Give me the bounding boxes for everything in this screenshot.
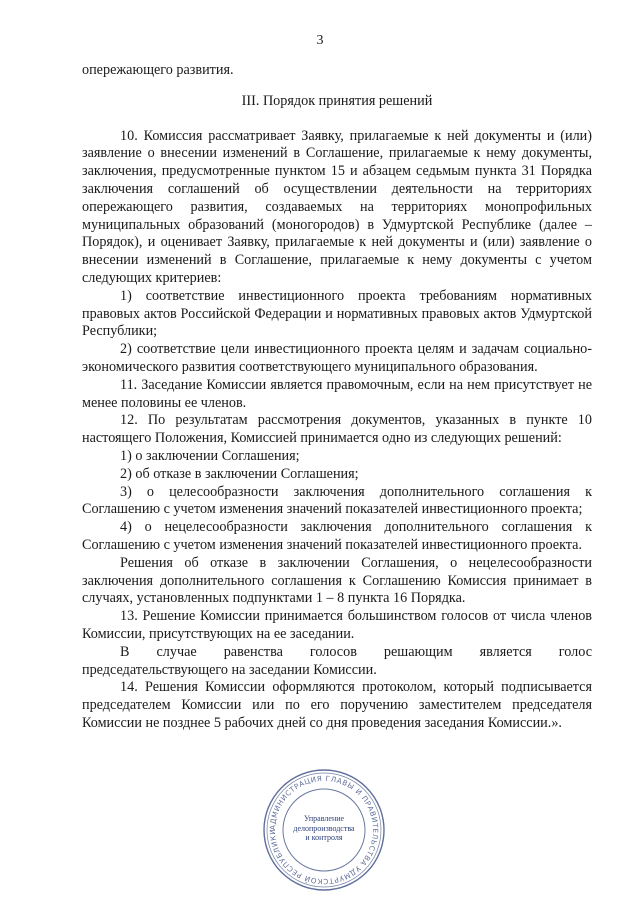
stamp-center-text — [282, 814, 366, 843]
official-stamp — [262, 768, 386, 892]
paragraph-14: 14. Решения Комиссии оформляются протоколом, который подписывается председателем Комиссии или по его поручению заместителем председателя Комиссии не позднее 5 рабочих дней со дня проведения заседания Комиссии.». — [82, 679, 592, 731]
criterion-2: 2) соответствие цели инвестиционного проекта целям и задачам социально-экономического развития соответствующего муниципального образования. — [82, 341, 592, 375]
stamp-line: и контроля — [305, 833, 343, 842]
paragraph-12: 12. По результатам рассмотрения документов, указанных в пункте 10 настоящего Положения, Комиссией принимается одно из следующих решений: — [82, 412, 592, 447]
refusal-conditions: Решения об отказе в заключении Соглашения, о нецелесообразности заключения дополнительного соглашения к Соглашению Комиссия принимает в случаях, установленных подпунктами 1 – 8 пункта 16 Порядка. — [82, 554, 592, 607]
decision-3: 3) о целесообразности заключения дополнительного соглашения к Соглашению с учетом изменения значений показателей инвестиционного проекта; — [82, 483, 592, 518]
decision-4: 4) о нецелесообразности заключения дополнительного соглашения к Соглашению с учетом изменения значений показателей инвестиционного проекта. — [82, 519, 592, 553]
stamp-line: Управление — [303, 814, 345, 823]
stamp-ring-text: АДМИНИСТРАЦИЯ ГЛАВЫ И ПРАВИТЕЛЬСТВА УДМУРТСКОЙ РЕСПУБЛИКИ — [267, 773, 381, 887]
document-body — [82, 62, 592, 733]
tie-vote-rule: В случае равенства голосов решающим является голос председательствующего на заседании Комиссии. — [82, 643, 592, 678]
stamp-line: делопроизводства — [293, 823, 355, 833]
decision-2: 2) об отказе в заключении Соглашения; — [120, 465, 359, 482]
decision-1: 1) о заключении Соглашения; — [120, 447, 300, 464]
section-title: III. Порядок принятия решений — [241, 92, 433, 109]
page-number: 3 — [316, 33, 324, 48]
paragraph-11: 11. Заседание Комиссии является правомочным, если на нем присутствует не менее половины ее членов. — [82, 376, 592, 411]
continuation-text: опережающего развития. — [82, 62, 234, 78]
criterion-1: 1) соответствие инвестиционного проекта требованиям нормативных правовых актов Российской Федерации и нормативных правовых актов Удмуртской Республики; — [82, 287, 592, 340]
paragraph-10: 10. Комиссия рассматривает Заявку, прилагаемые к ней документы и (или) заявление о внесении изменений в Соглашение, прилагаемые к нему документы, заключения, предусмотренные пунктом 15 и абзацем седьмым пункта 31 Порядка заключения соглашений об осуществлении деятельности на территориях опережающего развития, создаваемых на территориях монопрофильных муниципальных образований (моногородов) в Удмуртской Республике (далее – Порядок), и оценивает Заявку, прилагаемые к ней документы и (или) заявление о внесении изменений в Соглашение, прилагаемые к нему документы с учетом следующих критериев: — [82, 127, 592, 286]
paragraph-13: 13. Решение Комиссии принимается большинством голосов от числа членов Комиссии, присутствующих на ее заседании. — [82, 608, 592, 642]
